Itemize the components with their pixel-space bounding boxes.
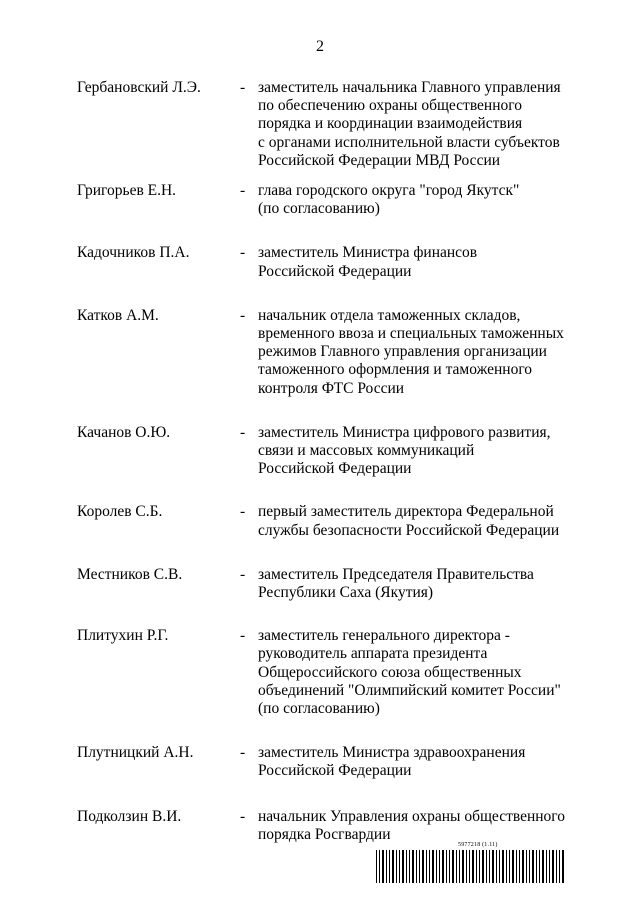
member-role-line: Российской Федерации МВД России — [258, 151, 501, 169]
member-role-line: контроля ФТС России — [258, 379, 405, 397]
member-dash: - — [240, 503, 246, 521]
member-role-line: заместитель Министра здравоохранения — [258, 744, 526, 762]
member-role-line: руководитель аппарата президента — [258, 645, 488, 663]
member-role-line: порядка и координации взаимодействия — [258, 115, 523, 133]
member-role — [258, 79, 588, 170]
member-dash: - — [240, 565, 246, 583]
member-role-line: заместитель Министра финансов — [258, 244, 478, 262]
member-dash: - — [240, 423, 246, 441]
member-role-line: глава городского округа "город Якутск" — [258, 182, 520, 200]
member-role — [258, 744, 588, 780]
member-name: Гербановский Л.Э. — [77, 79, 201, 96]
member-name: Григорьев Е.Н. — [77, 182, 177, 200]
member-name: Плитухин Р.Г. — [77, 627, 169, 645]
member-name: Плутницкий А.Н. — [77, 744, 194, 762]
member-dash: - — [240, 244, 246, 262]
member-role — [258, 182, 588, 218]
member-role-line: заместитель начальника Главного управления — [258, 79, 561, 96]
member-role-line: Российской Федерации — [258, 762, 412, 780]
member-name: Катков А.М. — [77, 306, 159, 324]
member-dash: - — [240, 744, 246, 762]
member-row — [77, 182, 597, 218]
member-name: Качанов О.Ю. — [77, 423, 171, 441]
member-row — [77, 244, 597, 280]
member-dash: - — [240, 79, 246, 96]
member-role — [258, 503, 588, 539]
member-role-line: заместитель Председателя Правительства — [258, 565, 534, 583]
member-name: Подколзин В.И. — [77, 807, 182, 825]
member-dash: - — [240, 807, 246, 825]
member-role-line: (по согласованию) — [258, 700, 380, 718]
member-name: Местников С.В. — [77, 565, 183, 583]
member-role-line: связи и массовых коммуникаций — [258, 442, 475, 460]
member-row — [77, 307, 597, 398]
member-role — [258, 566, 588, 602]
member-role-line: начальник Управления охраны общественного — [258, 807, 566, 825]
member-role-line: режимов Главного управления организации — [258, 343, 547, 361]
member-role-line: по обеспечению охраны общественного — [258, 97, 522, 115]
member-role-line: Общероссийского союза общественных — [258, 663, 522, 681]
member-role-line: Республики Саха (Якутия) — [258, 584, 434, 602]
member-role-line: порядка Росгвардии — [258, 825, 391, 843]
members-list — [77, 79, 597, 844]
member-role-line: первый заместитель директора Федеральной — [258, 503, 554, 521]
member-role-line: начальник отдела таможенных складов, — [258, 306, 521, 324]
member-role-line: Российской Федерации — [258, 460, 412, 478]
member-role-line: заместитель генерального директора - — [258, 627, 510, 645]
member-dash: - — [240, 627, 246, 645]
member-role-line: службы безопасности Российской Федерации — [258, 521, 560, 539]
member-name: Королев С.Б. — [77, 503, 163, 521]
member-role-line: объединений "Олимпийский комитет России" — [258, 681, 561, 699]
member-role-line: временного ввоза и специальных таможенных — [258, 325, 564, 343]
member-row — [77, 808, 597, 844]
member-role-line: таможенного оформления и таможенного — [258, 361, 533, 379]
member-role-line: Российской Федерации — [258, 262, 412, 280]
member-name: Кадочников П.А. — [77, 244, 190, 262]
member-dash: - — [240, 182, 246, 200]
member-row — [77, 503, 597, 539]
member-role — [258, 307, 588, 398]
member-dash: - — [240, 306, 246, 324]
page-number: 2 — [316, 38, 324, 55]
barcode-caption: 5977218 (1.11) — [458, 842, 498, 848]
member-row — [77, 627, 597, 718]
member-row — [77, 566, 597, 602]
member-role-line: с органами исполнительной власти субъектов — [258, 133, 560, 151]
member-role — [258, 627, 588, 718]
member-role — [258, 424, 588, 479]
member-row — [77, 744, 597, 780]
member-row — [77, 424, 597, 479]
member-role-line: (по согласованию) — [258, 200, 380, 218]
member-role-line: заместитель Министра цифрового развития, — [258, 423, 551, 441]
barcode-icon — [376, 850, 566, 883]
member-row — [77, 79, 597, 170]
member-role — [258, 808, 588, 844]
member-role — [258, 244, 588, 280]
